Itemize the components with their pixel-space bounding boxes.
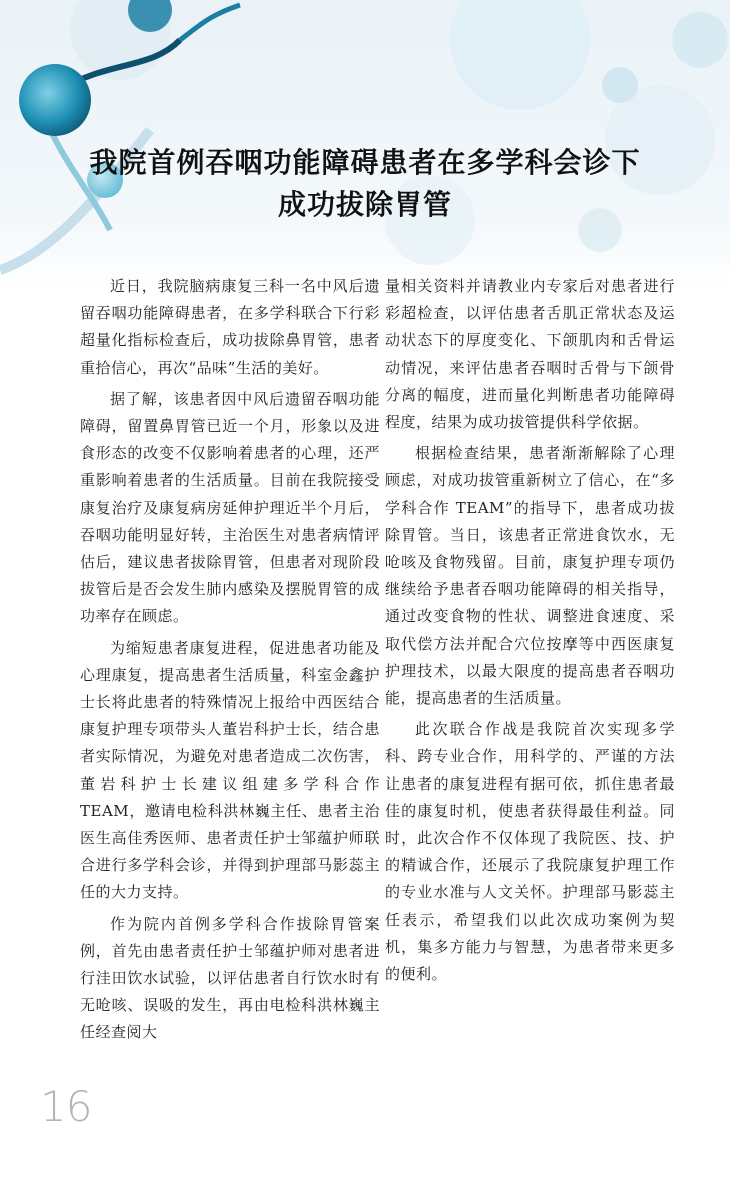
page-number: 16 [40,1082,92,1131]
paragraph: 此次联合作战是我院首次实现多学科、跨专业合作，用科学的、严谨的方法让患者的康复进程有据可依，抓住患者最佳的康复时机，使患者获得最佳利益。同时，此次合作不仅体现了我院医、技、护的精诚合作，还展示了我院康复护理工作的专业水准与人文关怀。护理部马影蕊主任表示，希望我们以此次成功案例为契机，集多方能力与智慧，为患者带来更多的便利。 [385,720,675,984]
left-column [80,273,380,1051]
right-column [385,273,675,992]
paragraph: 根据检查结果，患者渐渐解除了心理顾虑，对成功拔管重新树立了信心，在“多学科合作 TEAM”的指导下，患者成功拔除胃管。当日，该患者正常进食饮水，无呛咳及食物残留。目前，康复护理专项仍继续给予患者吞咽功能障碍的相关指导，通过改变食物的性状、调整进食速度、采取代偿方法并配合穴位按摩等中西医康复护理技术，以最大限度的提高患者吞咽功能，提高患者的生活质量。 [385,444,675,708]
article-title-line2: 成功拔除胃管 [277,188,452,221]
paragraph: 为缩短患者康复进程，促进患者功能及心理康复，提高患者生活质量，科室金鑫护士长将此患者的特殊情况上报给中西医结合康复护理专项带头人董岩科护士长，结合患者实际情况，为避免对患者造成二次伤害，董岩科护士长建议组建多学科合作 TEAM，邀请电检科洪林巍主任、患者主治医生高佳秀医师、患者责任护士邹蕴护师联合进行多学科会诊，并得到护理部马影蕊主任的大力支持。 [80,638,380,902]
article-title-line1: 我院首例吞咽功能障碍患者在多学科会诊下 [89,146,641,179]
paragraph: 作为院内首例多学科合作拔除胃管案例，首先由患者责任护士邹蕴护师对患者进行洼田饮水试验，以评估患者自行饮水时有无呛咳、误吸的发生，再由电检科洪林巍主任经查阅大 [80,914,380,1042]
paragraph-continued: 量相关资料并请教业内专家后对患者进行彩超检查，以评估患者舌肌正常状态及运动状态下的厚度变化、下颌肌肉和舌骨运动情况，来评估患者吞咽时舌骨与下颌骨分离的幅度，进而量化判断患者功能障碍程度，结果为成功拔管提供科学依据。 [385,277,675,432]
paragraph: 近日，我院脑病康复三科一名中风后遗留吞咽功能障碍患者，在多学科联合下行彩超量化指标检查后，成功拔除鼻胃管，患者重拾信心，再次“品味”生活的美好。 [80,277,380,377]
paragraph: 据了解，该患者因中风后遗留吞咽功能障碍，留置鼻胃管已近一个月，形象以及进食形态的改变不仅影响着患者的心理，还严重影响着患者的生活质量。目前在我院接受康复治疗及康复病房延伸护理近半个月后，吞咽功能明显好转，主治医生对患者病情评估后，建议患者拔除胃管，但患者对现阶段拔管后是否会发生肺内感染及摆脱胃管的成功率存在顾虑。 [80,389,380,626]
